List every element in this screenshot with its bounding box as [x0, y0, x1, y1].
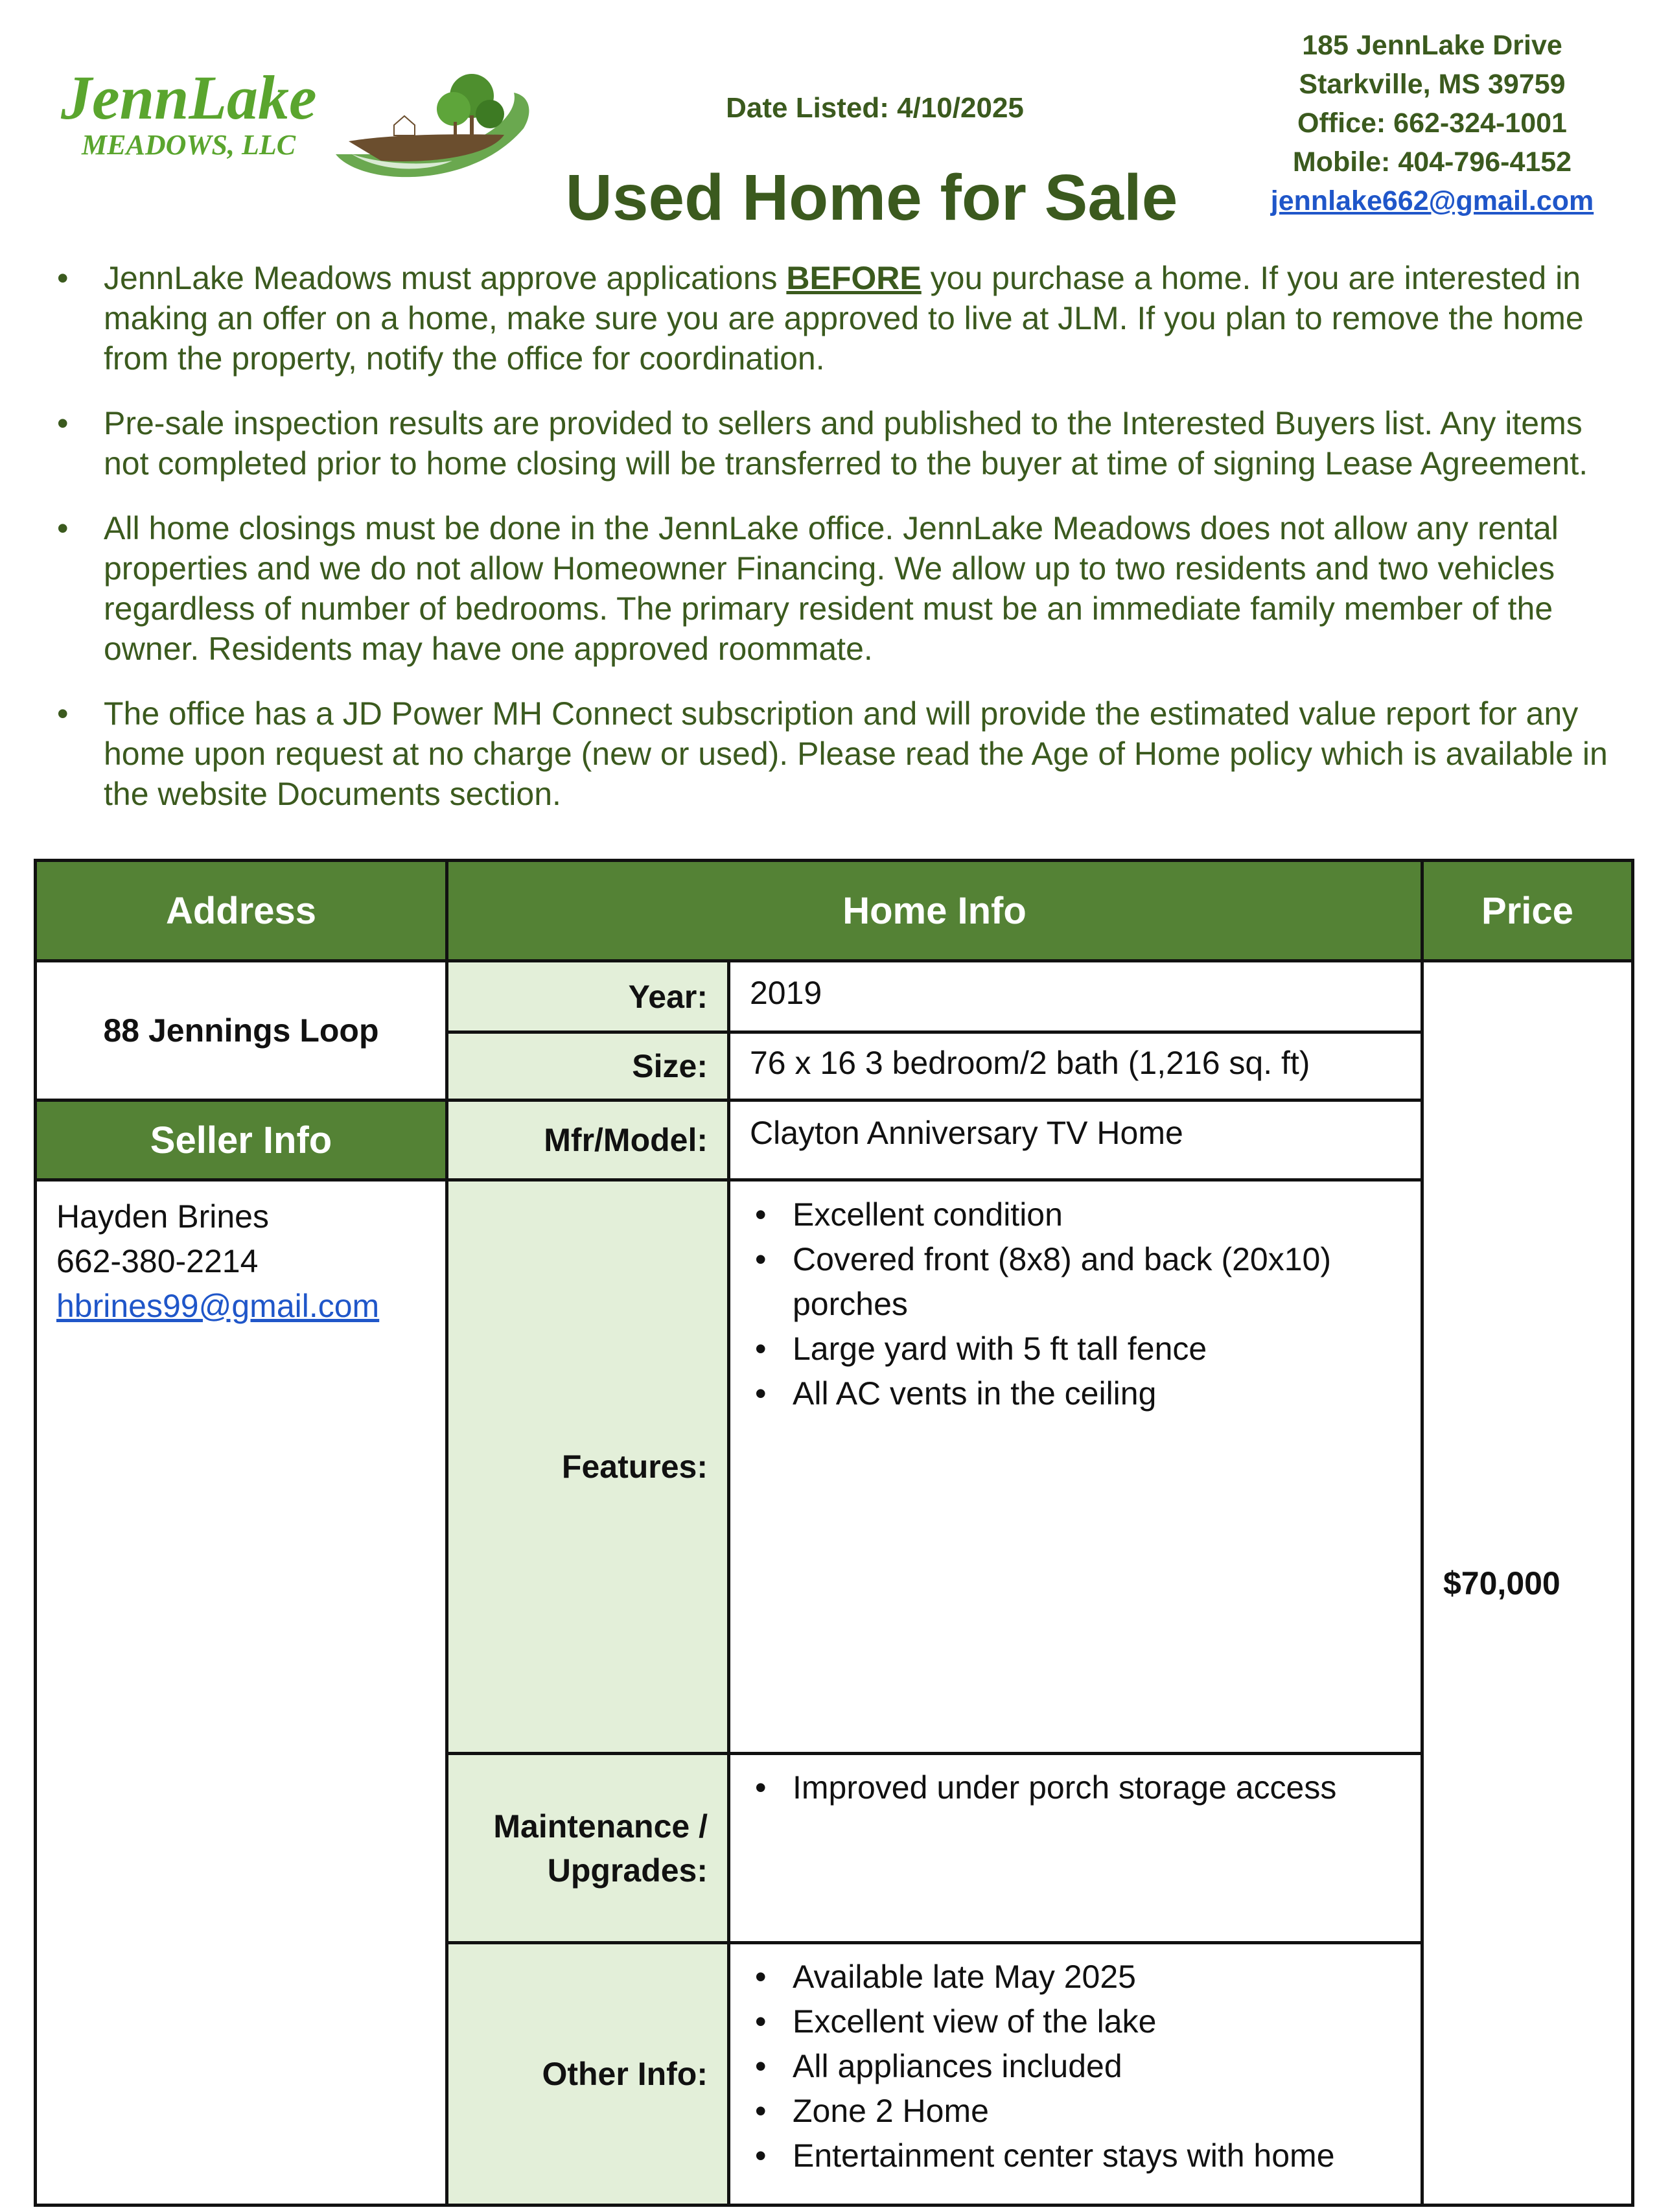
mobile-phone: Mobile: 404-796-4152 — [1292, 146, 1572, 178]
maintenance-label-line-2: Upgrades: — [547, 1852, 708, 1889]
office-contact — [1251, 26, 1614, 220]
page-title: Used Home for Sale — [565, 161, 1178, 234]
size-value: 76 x 16 3 bedroom/2 bath (1,216 sq. ft) — [750, 1045, 1310, 1081]
list-item: • Entertainment center stays with home — [750, 2134, 1404, 2178]
features-list — [750, 1193, 1404, 1416]
home-info-header: Home Info — [448, 862, 1421, 959]
list-item: • Available late May 2025 — [750, 1955, 1404, 1999]
logo-name: JennLake — [61, 63, 317, 132]
office-email-link[interactable]: jennlake662@gmail.com — [1270, 185, 1594, 216]
notice-text: JennLake Meadows must approve applications — [104, 260, 787, 296]
grid-line — [37, 959, 1631, 962]
features-label: Features: — [448, 1182, 727, 1752]
notice-text: you purchase a home. If you are interested in making an offer on a home, make sure you are approved to live at JLM. If you plan to remove the home from the property, notify the office for coordination. — [104, 260, 1584, 377]
notice-item — [45, 508, 1627, 669]
property-address: 88 Jennings Loop — [103, 1012, 379, 1049]
list-item: • All appliances included — [750, 2044, 1404, 2089]
size-label: Size: — [448, 1034, 727, 1099]
office-phone: Office: 662-324-1001 — [1297, 108, 1567, 139]
grid-line — [448, 1941, 1421, 1944]
notice-item — [45, 258, 1627, 378]
office-address-line-2: Starkville, MS 39759 — [1299, 69, 1566, 100]
price-value: $70,000 — [1443, 1565, 1560, 1601]
seller-phone: 662-380-2214 — [56, 1243, 259, 1279]
year-value: 2019 — [750, 975, 822, 1011]
maintenance-label — [448, 1755, 727, 1941]
lake-landscape-graphic — [336, 74, 529, 177]
grid-line — [448, 1752, 1421, 1755]
seller-email-link[interactable]: hbrines99@gmail.com — [56, 1288, 380, 1324]
maintenance-list-wrap — [730, 1765, 1404, 1810]
grid-line — [445, 862, 448, 2204]
notice-text: All home closings must be done in the JennLake office. JennLake Meadows does not allow any rental properties and we do not allow Homeowner Financing. We allow up to two residents and two vehicles regardless of number of bedrooms. The primary resident must be an immediate family member of the owner. Residents may have one approved roommate. — [104, 510, 1559, 667]
seller-info-header: Seller Info — [37, 1102, 445, 1178]
grid-line — [37, 1178, 1421, 1182]
date-listed: Date Listed: 4/10/2025 — [726, 92, 1024, 124]
grid-line — [448, 1030, 1421, 1034]
jennlake-meadows-logo — [57, 57, 537, 187]
address-header: Address — [37, 862, 445, 959]
seller-name: Hayden Brines — [56, 1198, 269, 1235]
list-item: • Covered front (8x8) and back (20x10) porches — [750, 1237, 1404, 1327]
price-header: Price — [1424, 862, 1631, 959]
model-value: Clayton Anniversary TV Home — [750, 1115, 1183, 1151]
notice-text: The office has a JD Power MH Connect subscription and will provide the estimated value report for any home upon request at no charge (new or used). Please read the Age of Home policy which is available in the website Documents section. — [104, 695, 1608, 812]
other-info-label: Other Info: — [448, 1944, 727, 2204]
notice-emphasis: BEFORE — [786, 260, 922, 296]
model-label: Mfr/Model: — [448, 1102, 727, 1178]
logo-subname: MEADOWS, LLC — [82, 129, 296, 161]
list-item: • Large yard with 5 ft tall fence — [750, 1327, 1404, 1371]
grid-line — [727, 959, 730, 2204]
office-address-line-1: 185 JennLake Drive — [1302, 30, 1562, 61]
grid-line — [1421, 862, 1424, 2204]
list-item: • Excellent view of the lake — [750, 1999, 1404, 2044]
other-info-list — [750, 1955, 1404, 2178]
features-list-wrap — [730, 1193, 1404, 1416]
list-item: • Zone 2 Home — [750, 2089, 1404, 2134]
maintenance-label-line-1: Maintenance / — [493, 1808, 708, 1845]
list-item: • Excellent condition — [750, 1193, 1404, 1237]
seller-info — [37, 1182, 445, 1376]
maintenance-list — [750, 1765, 1404, 1810]
listing-table — [34, 859, 1634, 2207]
list-item: • All AC vents in the ceiling — [750, 1371, 1404, 1416]
notice-item — [45, 403, 1627, 483]
notice-text: Pre-sale inspection results are provided to sellers and published to the Interested Buyers list. Any items not completed prior to home closing will be transferred to the buyer at time of signing Lease Agreement. — [104, 405, 1588, 482]
policy-notices — [45, 258, 1627, 839]
year-label: Year: — [448, 962, 727, 1030]
grid-line — [37, 1099, 1421, 1102]
notice-item — [45, 693, 1627, 814]
list-item: • Improved under porch storage access — [750, 1765, 1404, 1810]
other-info-list-wrap — [730, 1955, 1404, 2178]
